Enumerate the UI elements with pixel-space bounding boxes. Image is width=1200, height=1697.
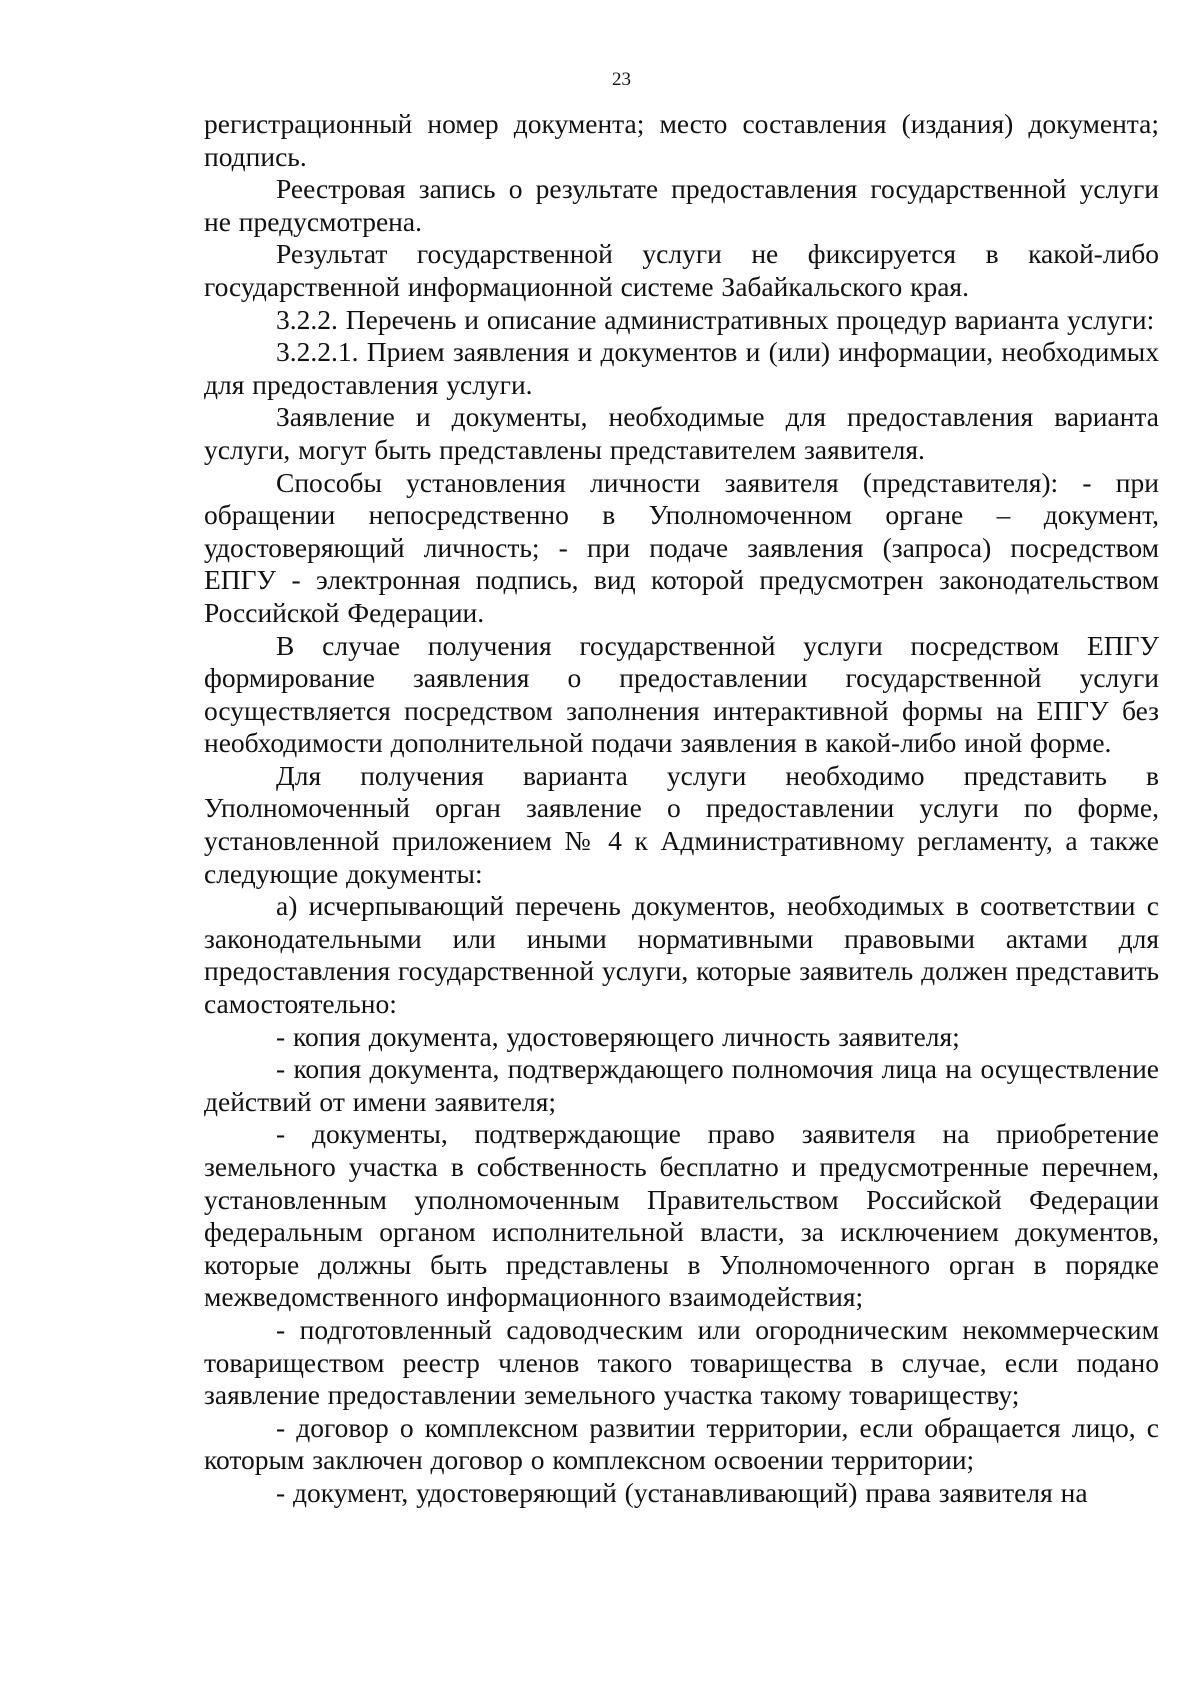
list-item: - договор о комплексном развитии территории, если обращается лицо, с которым заключен договор о комплексном освоении территории; bbox=[204, 1411, 1159, 1476]
paragraph: В случае получения государственной услуги посредством ЕПГУ формирование заявления о предоставлении государственной услуги осуществляется посредством заполнения интерактивной формы на ЕПГУ без необходимости дополнительной подачи заявления в какой-либо иной форме. bbox=[204, 629, 1159, 759]
document-body bbox=[204, 108, 1159, 1510]
paragraph: Для получения варианта услуги необходимо представить в Уполномоченный орган заявление о предоставлении услуги по форме, установленной приложением № 4 к Административному регламенту, а также следующие документы: bbox=[204, 759, 1159, 889]
section-heading: 3.2.2. Перечень и описание административных процедур варианта услуги: bbox=[276, 303, 1155, 335]
subsection-heading: 3.2.2.1. Прием заявления и документов и (или) информации, необходимых для предоставления услуги. bbox=[204, 336, 1159, 400]
paragraph: Реестровая запись о результате предоставления государственной услуги не предусмотрена. bbox=[204, 173, 1159, 237]
list-item: - документ, удостоверяющий (устанавливающий) права заявителя на bbox=[276, 1476, 1088, 1508]
list-item: - копия документа, подтверждающего полномочия лица на осуществление действий от имени заявителя; bbox=[204, 1053, 1159, 1117]
paragraph: Результат государственной услуги не фиксируется в какой-либо государственной информационной системе Забайкальского края. bbox=[204, 238, 1159, 302]
list-item: - документы, подтверждающие право заявителя на приобретение земельного участка в собственность бесплатно и предусмотренные перечнем, установленным уполномоченным Правительством Российской Федерации федеральным органом исполнительной власти, за исключением документов, которые должны быть представлены в Уполномоченного орган в порядке межведомственного информационного взаимодействия; bbox=[204, 1118, 1159, 1313]
paragraph: Заявление и документы, необходимые для предоставления варианта услуги, могут быть представлены представителем заявителя. bbox=[204, 401, 1159, 465]
list-item: - копия документа, удостоверяющего личность заявителя; bbox=[276, 1020, 960, 1052]
page-number: 23 bbox=[612, 69, 631, 90]
list-intro: а) исчерпывающий перечень документов, необходимых в соответствии с законодательными или иными нормативными правовыми актами для предоставления государственной услуги, которые заявитель должен представить самостоятельно: bbox=[204, 890, 1159, 1020]
paragraph: Способы установления личности заявителя (представителя): - при обращении непосредственно в Уполномоченном органе – документ, удостоверяющий личность; - при подаче заявления (запроса) посредством ЕПГУ - электронная подпись, вид которой предусмотрен законодательством Российской Федерации. bbox=[204, 466, 1159, 628]
paragraph: регистрационный номер документа; место составления (издания) документа; подпись. bbox=[204, 108, 1159, 172]
list-item: - подготовленный садоводческим или огородническим некоммерческим товариществом реестр членов такого товарищества в случае, если подано заявление предоставлении земельного участка такому товариществу; bbox=[204, 1313, 1159, 1411]
